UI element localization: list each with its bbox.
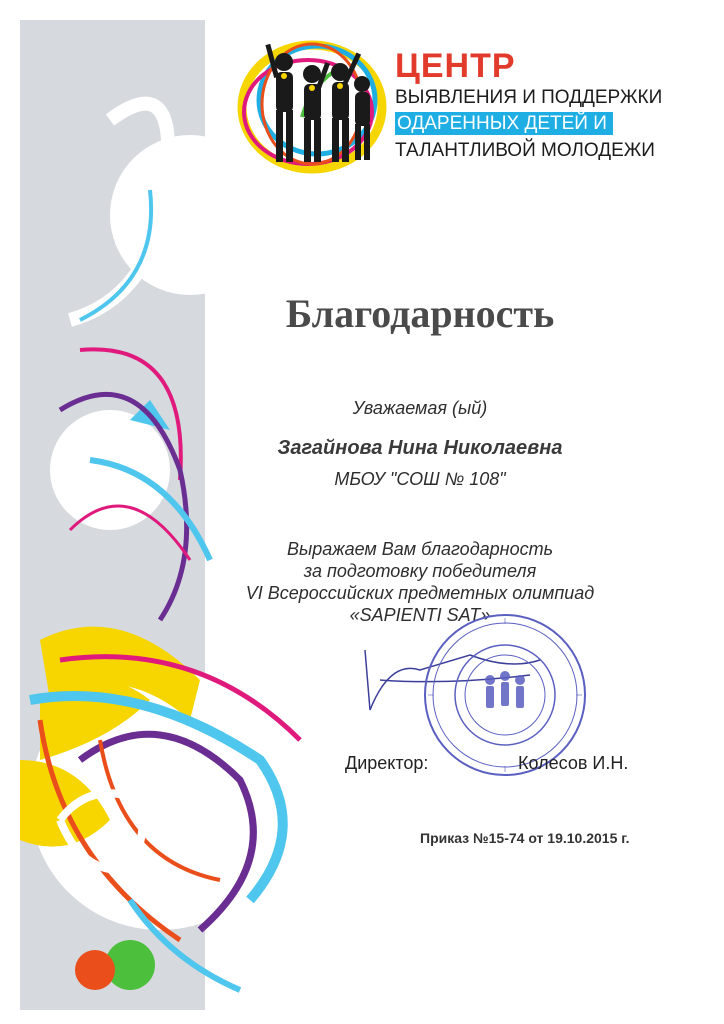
certificate-title: Благодарность xyxy=(285,291,555,336)
message-line: VI Всероссийских предметных олимпиад xyxy=(245,583,595,603)
logo-subtitle-line: ТАЛАНТЛИВОЙ МОЛОДЕЖИ xyxy=(395,140,655,161)
recipient-name: Загайнова Нина Николаевна xyxy=(277,437,563,459)
message-line: за подготовку победителя xyxy=(303,561,537,581)
logo-title: ЦЕНТР xyxy=(395,47,516,85)
director-name: Колесов И.Н. xyxy=(518,753,629,773)
director-label: Директор: xyxy=(345,753,429,773)
message-line: «SAPIENTI SAT» xyxy=(349,605,491,625)
logo-subtitle-highlight: ОДАРЕННЫХ ДЕТЕЙ И xyxy=(395,112,613,135)
logo-subtitle-line: ВЫЯВЛЕНИЯ И ПОДДЕРЖКИ xyxy=(395,87,663,108)
greeting: Уважаемая (ый) xyxy=(352,398,488,418)
school-name: МБОУ "СОШ № 108" xyxy=(334,469,506,489)
center-logo-text xyxy=(395,48,705,163)
center-logo xyxy=(232,22,392,182)
order-reference: Приказ №15-74 от 19.10.2015 г. xyxy=(420,830,630,846)
message-line: Выражаем Вам благодарность xyxy=(286,539,554,559)
